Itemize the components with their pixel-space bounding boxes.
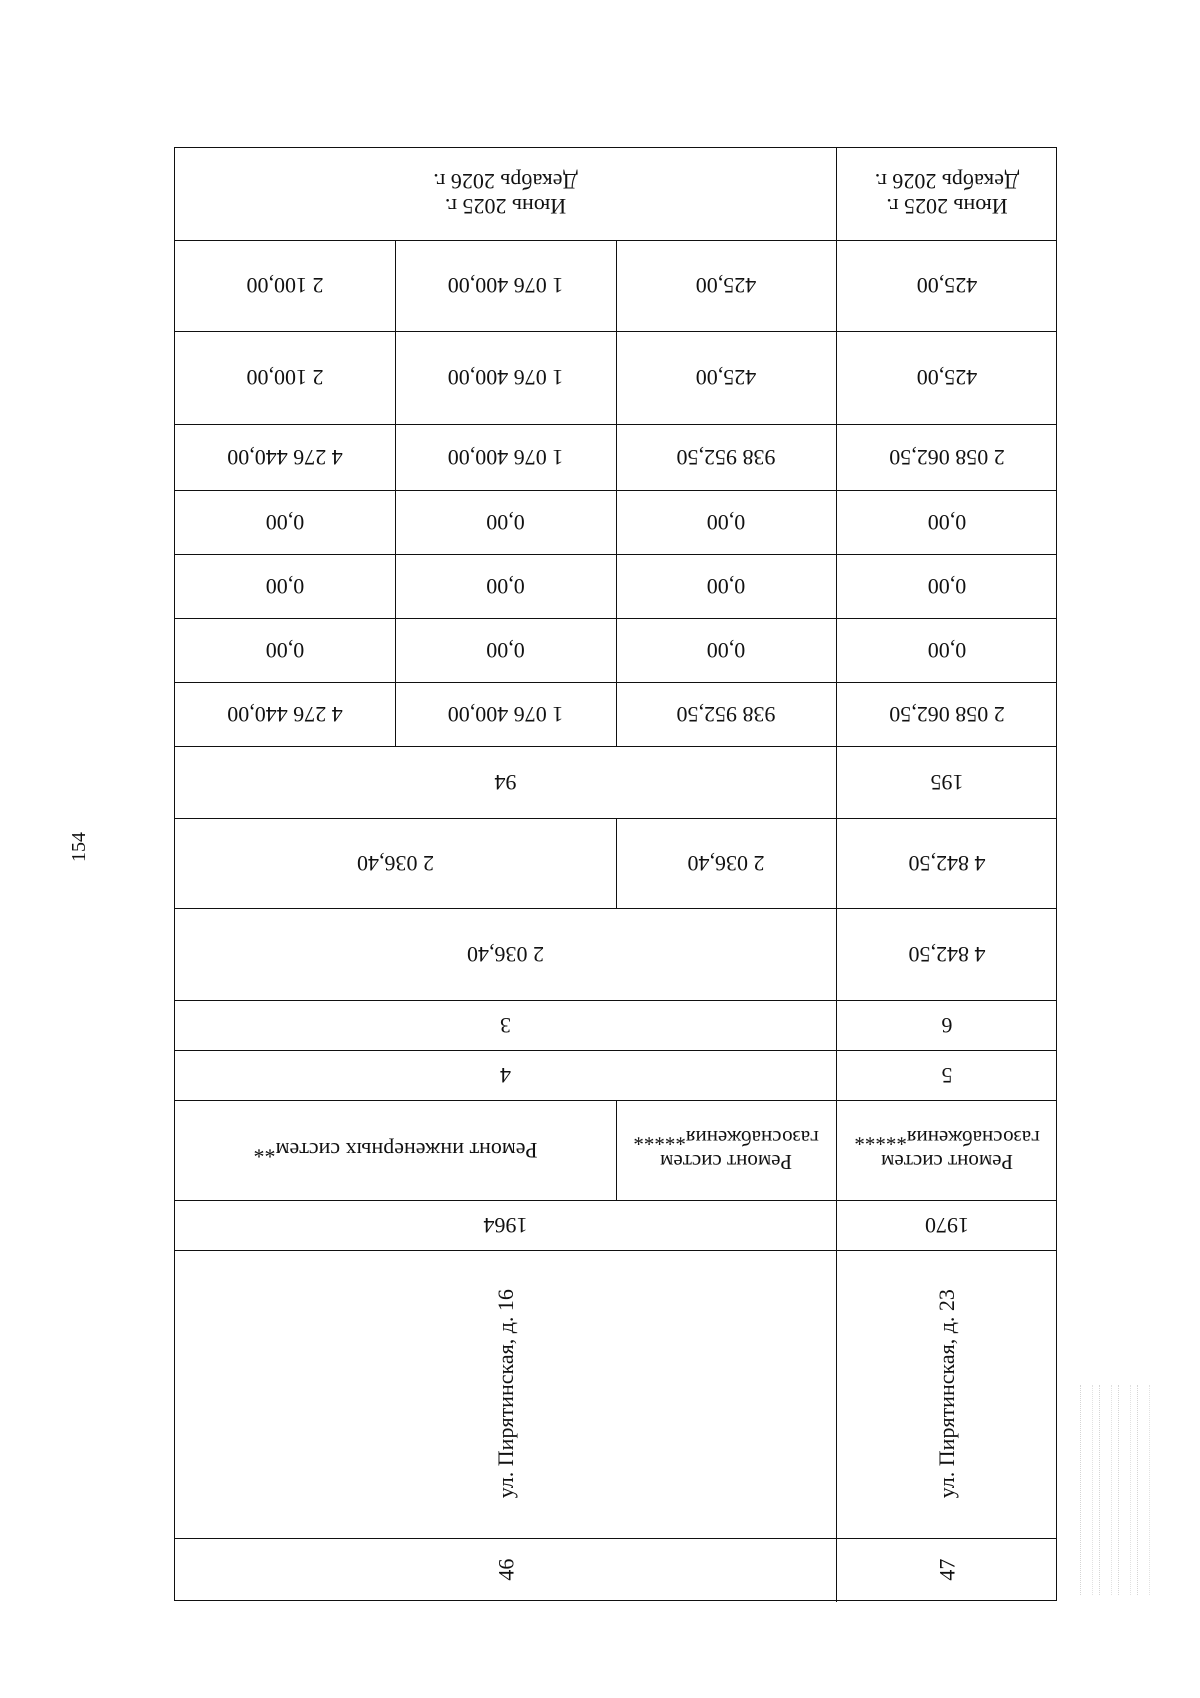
work-type-line: газоснабжения***** [854,1126,1040,1150]
cell: 2 058 062,50 [889,701,1005,727]
cell: 425,00 [695,365,757,391]
schedule-line: Декабрь 2026 г. [874,169,1020,194]
work-type-line: Ремонт систем [660,1150,792,1175]
cell: 4 276 440,00 [227,444,343,470]
works-table [174,147,1057,1601]
cell: 2 058 062,50 [889,444,1005,470]
cell: 425,00 [916,273,978,299]
year-cell: 1964 [483,1212,528,1238]
year-cell: 1970 [925,1212,969,1238]
cell: 0,00 [927,509,967,535]
cell: 3 [500,1012,511,1038]
cell: 2 036,40 [687,850,765,876]
cell: 0,00 [265,509,305,535]
cell: 0,00 [265,573,305,599]
schedule-cell-left [175,148,836,240]
cell: 0,00 [927,637,967,663]
cell: 0,00 [927,573,967,599]
cell: 4 276 440,00 [227,701,343,727]
cell: 1 076 400,00 [447,444,564,470]
cell: 425,00 [695,273,757,299]
cell: 0,00 [706,509,746,535]
schedule-line: Июнь 2025 г. [444,194,567,220]
cell: 425,00 [916,365,978,391]
cell: 195 [930,769,964,795]
cell: 1 076 400,00 [447,365,564,391]
cell: 0,00 [486,637,525,663]
cell: 4 842,50 [908,941,986,967]
page-number: 154 [68,832,90,862]
schedule-cell-right [836,148,1058,240]
cell: 0,00 [486,573,525,599]
cell: 2 100,00 [246,273,324,299]
cell: 0,00 [486,509,525,535]
cell: 0,00 [706,573,746,599]
schedule-line: Декабрь 2026 г. [433,169,578,194]
address-cell [836,1250,1058,1538]
row-number-cell [395,1538,616,1602]
work-type-cell [616,1100,836,1200]
address-text: ул. Пирятинская, д. 23 [934,1289,960,1499]
cell: 1 076 400,00 [447,701,564,727]
cell: 94 [494,769,517,795]
cell: 938 952,50 [676,701,776,727]
row-number: 47 [934,1558,960,1581]
work-type-cell [836,1100,1058,1200]
cell: 938 952,50 [676,444,776,470]
work-type-line: Ремонт систем [881,1150,1013,1175]
faded-stamp [1080,1385,1150,1595]
address-cell [395,1250,616,1538]
cell: 0,00 [706,637,746,663]
cell: 0,00 [265,637,305,663]
schedule-line: Июнь 2025 г. [886,194,1008,220]
cell: 2 036,40 [357,850,434,876]
cell: 2 036,40 [467,941,544,967]
cell: 4 842,50 [908,850,986,876]
cell: 1 076 400,00 [447,273,564,299]
row-number-cell [836,1538,1058,1602]
work-type-line: газоснабжения***** [633,1126,819,1150]
work-type-cell: Ремонт инженерных систем** [253,1137,538,1163]
cell: 5 [941,1062,953,1088]
cell: 2 100,00 [246,365,324,391]
cell: 6 [941,1012,953,1038]
cell: 4 [500,1062,511,1088]
row-number: 46 [492,1558,518,1581]
address-text: ул. Пирятинская, д. 16 [492,1289,518,1499]
